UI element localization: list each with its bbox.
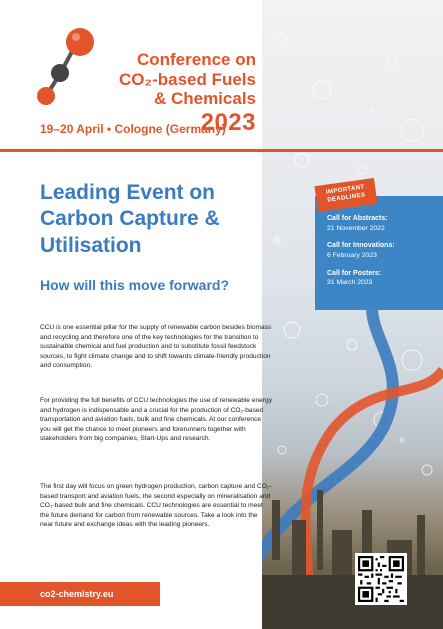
deadline-abstracts [327,214,433,233]
conference-year: 2023 [200,108,256,136]
co2-bubbles-illustration [262,0,443,629]
deadline-label: Call for Innovations: [327,242,395,250]
background-photo-panel [262,0,443,629]
deadline-label: Call for Posters: [327,269,382,277]
paragraph-2: For providing the full benefits of CCU technologies the use of renewable energy and hydrogen is indispensable and a crucial for the production of CO₂-based transportation and aviation fuels, bulk and fine chemicals. At our conference you will get the chance to meet pioneers and forerunners together with stakeholders from big companies, Start-Ups and research. [40,397,273,443]
title-line-1: Conference on [136,50,256,69]
deadline-label: Call for Abstracts: [327,215,388,222]
deadline-innovations [327,241,433,260]
deadlines-box [315,196,443,310]
qr-code[interactable] [355,553,407,605]
orange-divider [0,149,443,152]
qr-code-icon [358,556,404,602]
deadline-posters [327,269,433,288]
subheading: How will this move forward? [40,277,230,293]
deadline-date: 6 February 2023 [327,252,377,260]
important-deadlines-badge: IMPORTANT DEADLINES [314,178,377,212]
title-line-2: CO₂-based Fuels [119,69,256,89]
paragraph-3: The first day will focus on green hydrogen production, carbon capture and CO₂-based transport and aviation fuels, the second especially on mineralisation and CO₂-based bulk and fine chemicals. CCU technologies are essential to meet the future demand for carbon from renewable sources. Take a look into the near future and exchange ideas with the leading pioneers. [40,483,272,529]
title-line-3-text: & Chemicals [153,89,256,109]
page-headline: Leading Event on Carbon Capture & Utilisation [40,181,220,257]
paragraph-1: CCU is one essential pillar for the supply of renewable carbon besides biomass and recycling and therefore one of the key technologies for the transition to sustainable chemical and fuel production and to substitute fossil feedstock sources, to fight climate change and to shift towards climate-friendly production and consumption. [40,324,272,370]
website-link[interactable]: co2-chemistry.eu [0,582,160,606]
date-location: 19–20 April • Cologne (Germany) [40,122,226,136]
deadline-date: 31 March 2023 [327,279,373,287]
deadline-date: 21 November 2022 [327,224,385,232]
